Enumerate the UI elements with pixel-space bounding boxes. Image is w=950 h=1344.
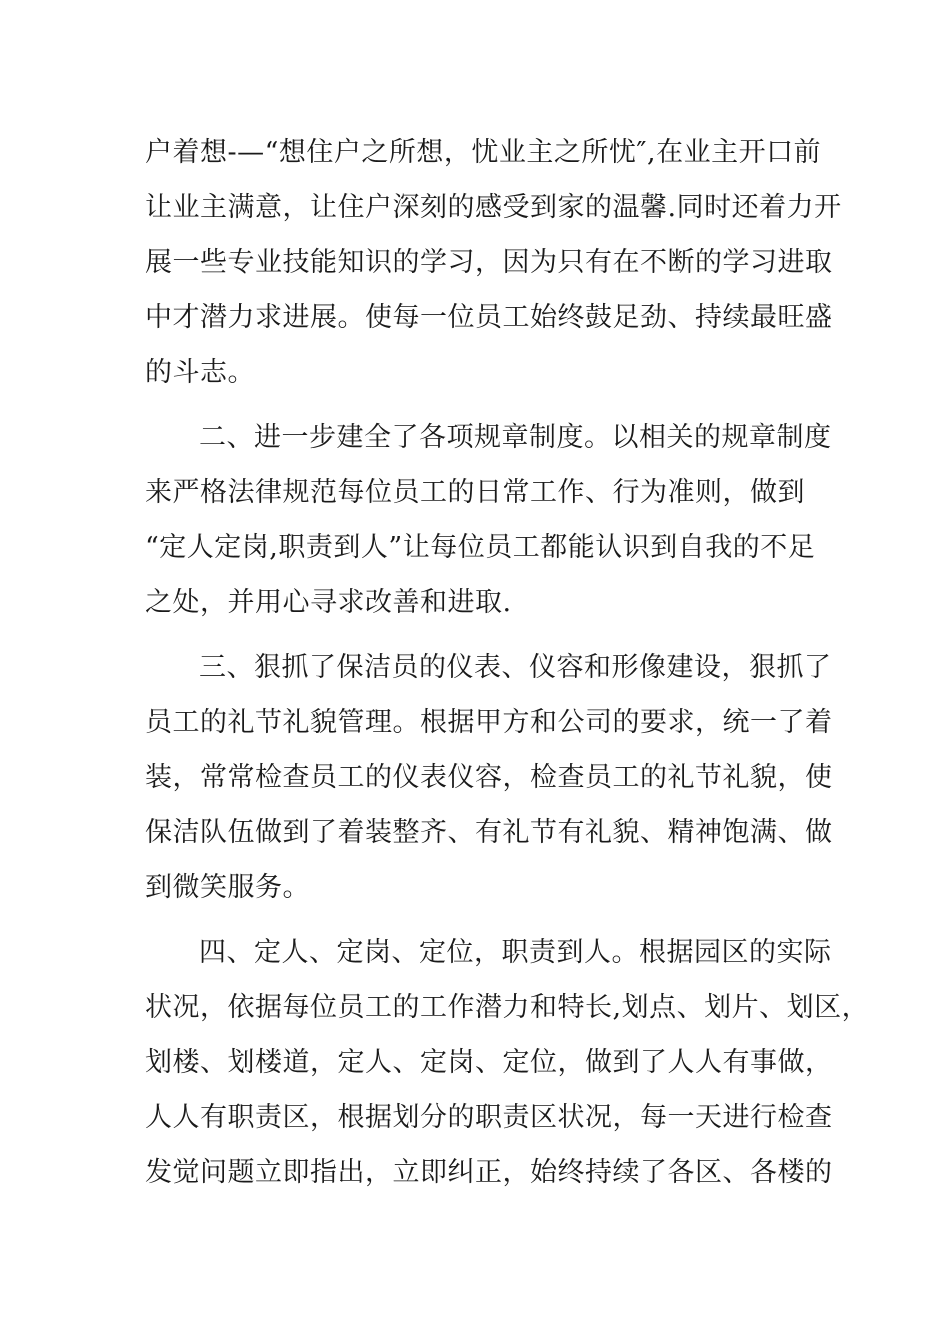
text-line: 员工的礼节礼貌管理。根据甲方和公司的要求，统一了着 — [145, 707, 833, 738]
text-line: 发觉问题立即指出，立即纠正，始终持续了各区、各楼的 — [145, 1157, 833, 1188]
paragraph-heading-line: 四、定人、定岗、定位，职责到人。根据园区的实际 — [199, 937, 832, 968]
text-line: 保洁队伍做到了着装整齐、有礼节有礼貌、精神饱满、做 — [145, 817, 833, 848]
paragraph-heading-line: 二、进一步建全了各项规章制度。以相关的规章制度 — [199, 422, 832, 453]
paragraph-heading-line: 三、狠抓了保洁员的仪表、仪容和形像建设，狠抓了 — [199, 652, 832, 683]
text-line: 装，常常检查员工的仪表仪容，检查员工的礼节礼貌，使 — [145, 762, 833, 793]
text-line: 户着想-—“想住户之所想，忧业主之所忧″,在业主开口前 — [145, 137, 822, 168]
text-line: 之处，并用心寻求改善和进取. — [145, 587, 512, 618]
text-line: 让业主满意，让住户深刻的感受到家的温馨.同时还着力开 — [145, 192, 842, 223]
text-line: 人人有职责区，根据划分的职责区状况，每一天进行检查 — [145, 1102, 833, 1133]
text-line: 到微笑服务。 — [145, 872, 310, 903]
text-line: 中才潜力求进展。使每一位员工始终鼓足劲、持续最旺盛 — [145, 302, 833, 333]
text-line: 状况，依据每位员工的工作潜力和特长,划点、划片、划区， — [145, 992, 870, 1023]
text-line: 划楼、划楼道，定人、定岗、定位，做到了人人有事做， — [145, 1047, 833, 1078]
text-line: “定人定岗,职责到人”让每位员工都能认识到自我的不足 — [145, 532, 816, 563]
text-line: 的斗志。 — [145, 357, 255, 388]
text-line: 来严格法律规范每位员工的日常工作、行为准则，做到 — [145, 477, 805, 508]
text-line: 展一些专业技能知识的学习，因为只有在不断的学习进取 — [145, 247, 833, 278]
